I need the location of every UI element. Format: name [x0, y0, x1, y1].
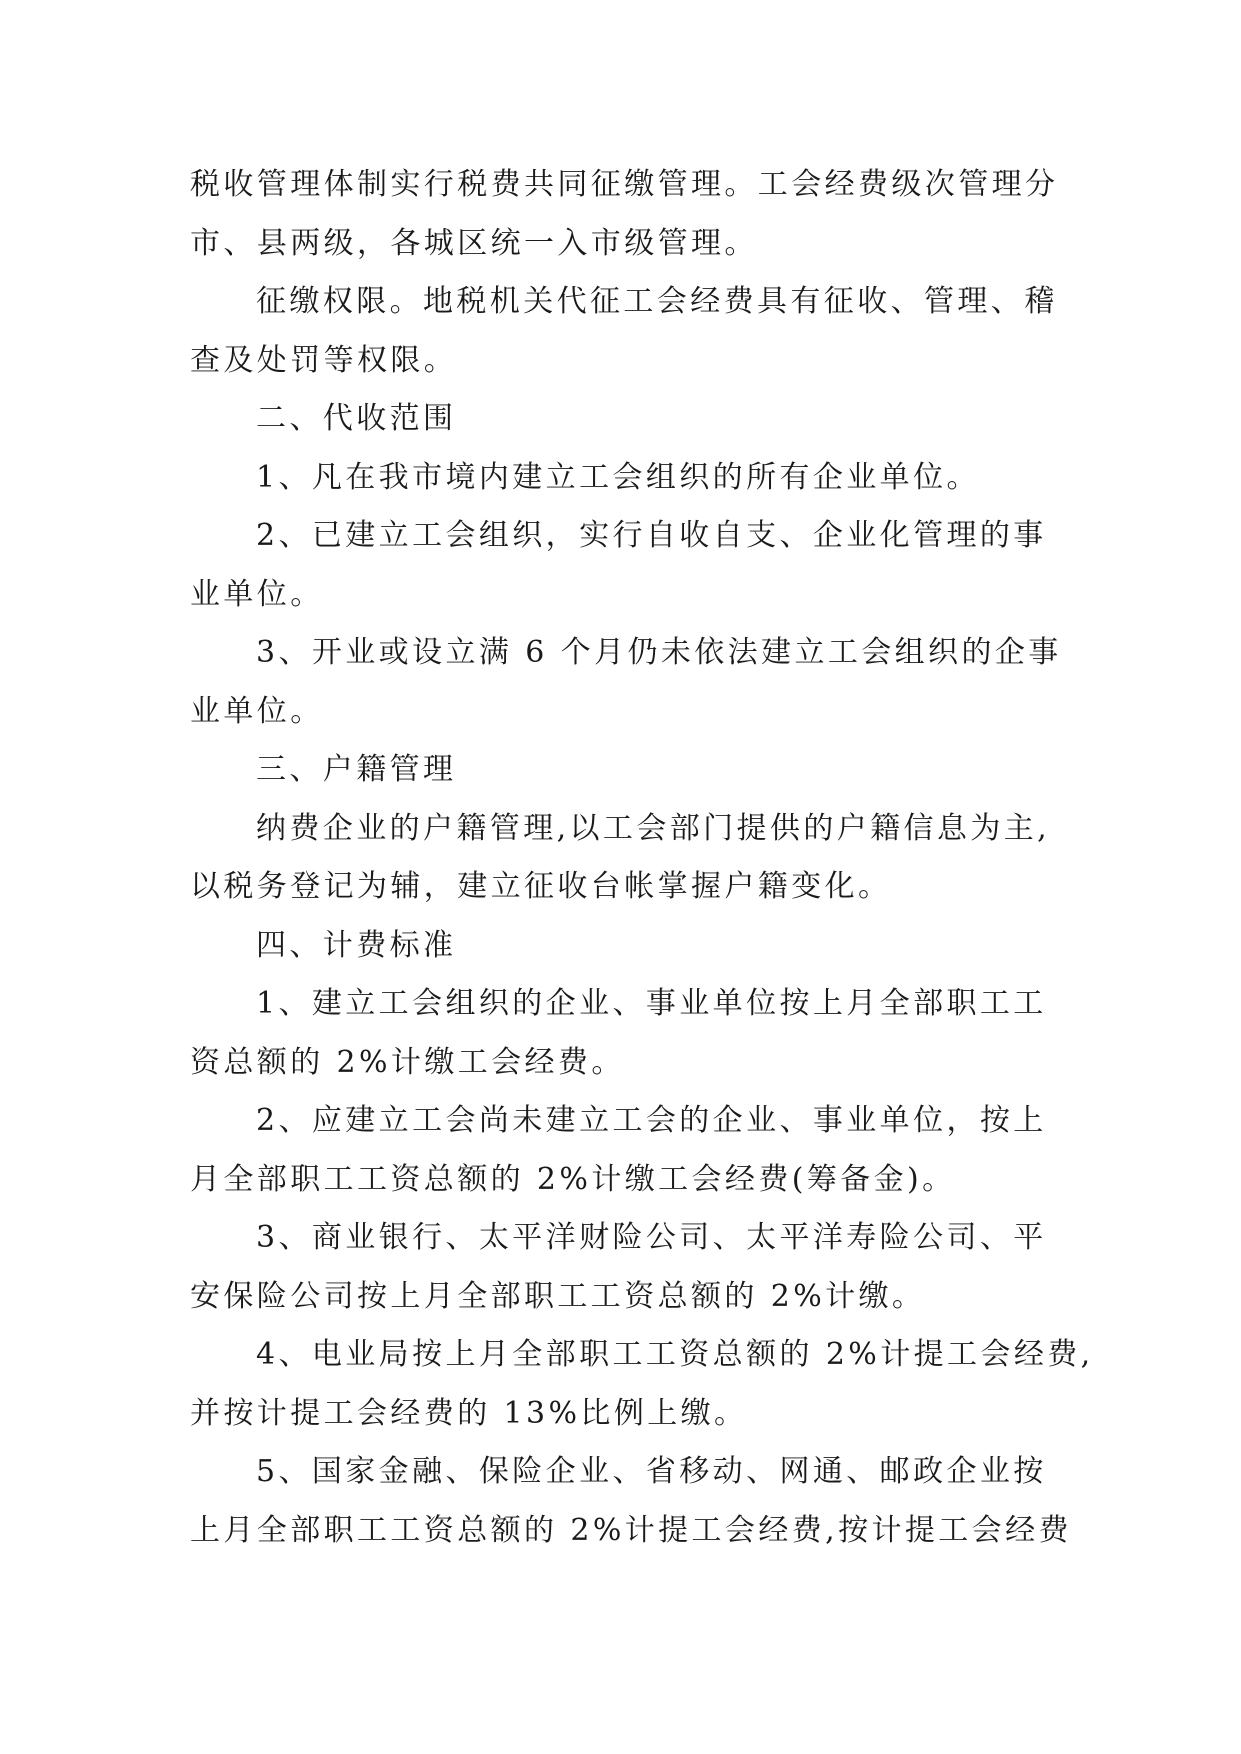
text-line: 月全部职工工资总额的 2%计缴工会经费(筹备金)。 — [190, 1161, 956, 1197]
text-line: 1、建立工会组织的企业、事业单位按上月全部职工工 — [256, 986, 1047, 1021]
text-line: 征缴权限。地税机关代征工会经费具有征收、管理、稽 — [256, 284, 1058, 319]
text-line: 四、计费标准 — [256, 927, 457, 963]
text-line: 以税务登记为辅，建立征收台帐掌握户籍变化。 — [190, 869, 892, 904]
text-line: 三、户籍管理 — [256, 752, 457, 787]
text-line: 3、商业银行、太平洋财险公司、太平洋寿险公司、平 — [256, 1220, 1047, 1255]
text-line: 2、应建立工会尚未建立工会的企业、事业单位，按上 — [256, 1103, 1047, 1138]
text-line: 5、国家金融、保险企业、省移动、网通、邮政企业按 — [256, 1454, 1047, 1489]
text-line: 查及处罚等权限。 — [190, 342, 458, 378]
text-line: 纳费企业的户籍管理,以工会部门提供的户籍信息为主, — [256, 810, 1051, 846]
text-line: 并按计提工会经费的 13%比例上缴。 — [190, 1395, 748, 1431]
text-line: 资总额的 2%计缴工会经费。 — [190, 1044, 625, 1080]
text-line: 2、已建立工会组织，实行自收自支、企业化管理的事 — [256, 518, 1047, 553]
text-line: 业单位。 — [190, 576, 324, 612]
text-line: 4、电业局按上月全部职工工资总额的 2%计提工会经费, — [256, 1337, 1094, 1372]
text-line: 安保险公司按上月全部职工工资总额的 2%计缴。 — [190, 1278, 926, 1314]
text-line: 3、开业或设立满 6 个月仍未依法建立工会组织的企事 — [256, 635, 1062, 670]
text-line: 税收管理体制实行税费共同征缴管理。工会经费级次管理分 — [190, 167, 1059, 202]
text-line: 业单位。 — [190, 693, 324, 729]
text-line: 1、凡在我市境内建立工会组织的所有企业单位。 — [256, 459, 980, 495]
text-line: 上月全部职工工资总额的 2%计提工会经费,按计提工会经费 — [190, 1512, 1072, 1548]
text-line: 二、代收范围 — [256, 401, 457, 436]
text-line: 市、县两级，各城区统一入市级管理。 — [190, 225, 758, 261]
body-text — [190, 156, 1094, 1560]
